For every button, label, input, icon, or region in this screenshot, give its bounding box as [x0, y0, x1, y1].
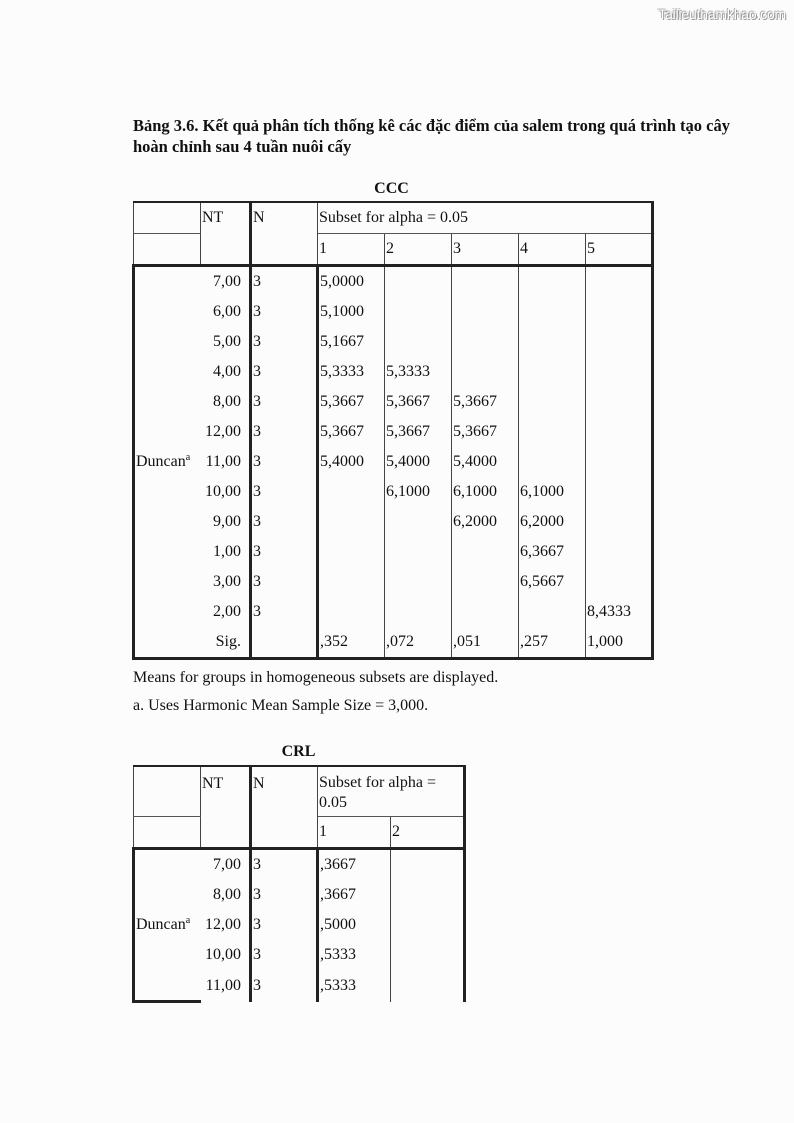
subset-5-cell: [586, 327, 653, 357]
ccc-corner-cell-2: [134, 234, 201, 266]
table-row: [134, 297, 653, 327]
subset-1-cell: 5,0000: [318, 266, 385, 298]
ccc-header-subset: Subset for alpha = 0.05: [318, 202, 653, 234]
footnote-marker: a: [185, 915, 191, 926]
subset-4-cell: [519, 357, 586, 387]
row-group-label-text: Duncan: [136, 453, 186, 470]
row-label-cell: [134, 387, 201, 417]
table-row: [134, 567, 653, 597]
subset-3-cell: [452, 537, 519, 567]
subset-1-cell: ,3667: [318, 849, 391, 881]
subset-1-cell: 5,3667: [318, 387, 385, 417]
table-row: [134, 627, 653, 659]
row-label-cell: [134, 880, 201, 910]
n-cell: 3: [251, 970, 318, 1002]
row-label-cell: [134, 849, 201, 881]
n-cell: 3: [251, 327, 318, 357]
subset-2-cell: [391, 880, 465, 910]
nt-cell: 12,00: [201, 417, 251, 447]
n-cell: 3: [251, 910, 318, 940]
table-row: [134, 447, 653, 477]
subset-3-cell: [452, 327, 519, 357]
ccc-subset-col-4: 4: [519, 234, 586, 266]
n-cell: 3: [251, 567, 318, 597]
table-row: [134, 507, 653, 537]
subset-1-cell: 5,1000: [318, 297, 385, 327]
ccc-subset-col-2: 2: [385, 234, 452, 266]
subset-2-cell: 5,3333: [385, 357, 452, 387]
n-cell: 3: [251, 880, 318, 910]
footnote-marker: a: [185, 452, 191, 463]
nt-cell: 3,00: [201, 567, 251, 597]
subset-5-cell: [586, 447, 653, 477]
subset-1-cell: [318, 507, 385, 537]
n-cell: 3: [251, 597, 318, 627]
subset-1-cell: [318, 567, 385, 597]
subset-1-cell: [318, 537, 385, 567]
subset-1-cell: ,5333: [318, 940, 391, 970]
n-cell: 3: [251, 266, 318, 298]
ccc-subset-col-3: 3: [452, 234, 519, 266]
subset-3-cell: [452, 597, 519, 627]
subset-4-cell: [519, 266, 586, 298]
row-group-label: [134, 910, 201, 940]
subset-2-cell: [391, 940, 465, 970]
crl-header-row-1: [134, 766, 465, 817]
subset-5-cell: [586, 417, 653, 447]
crl-subset-col-1: 1: [318, 817, 391, 849]
subset-5-cell: [586, 537, 653, 567]
subset-2-cell: [385, 327, 452, 357]
subset-5-cell: [586, 567, 653, 597]
row-label-cell: [134, 357, 201, 387]
subset-3-cell: [452, 297, 519, 327]
subset-2-cell: [385, 537, 452, 567]
table-row: [134, 387, 653, 417]
subset-2-cell: 5,3667: [385, 387, 452, 417]
ccc-header-row-1: [134, 202, 653, 234]
subset-5-cell: [586, 387, 653, 417]
ccc-note-1: Means for groups in homogeneous subsets are displayed.: [133, 669, 499, 686]
crl-corner-cell-2: [134, 817, 201, 849]
nt-cell: Sig.: [201, 627, 251, 659]
subset-2-cell: ,072: [385, 627, 452, 659]
crl-header-subset: Subset for alpha = 0.05: [318, 766, 465, 817]
row-label-cell: [134, 297, 201, 327]
nt-cell: 7,00: [201, 849, 251, 881]
subset-3-cell: ,051: [452, 627, 519, 659]
subset-4-cell: 6,1000: [519, 477, 586, 507]
crl-table: [132, 765, 466, 1003]
subset-3-cell: [452, 567, 519, 597]
row-label-cell: [134, 940, 201, 970]
nt-cell: 4,00: [201, 357, 251, 387]
ccc-header-n: N: [251, 202, 318, 266]
nt-cell: 5,00: [201, 327, 251, 357]
table-row: [134, 910, 465, 940]
table-row: [134, 970, 465, 1002]
table-row: [134, 537, 653, 567]
crl-corner-cell: [134, 766, 201, 817]
ccc-table: [132, 201, 654, 660]
subset-1-cell: [318, 597, 385, 627]
subset-3-cell: 6,1000: [452, 477, 519, 507]
subset-5-cell: [586, 477, 653, 507]
crl-header-n: N: [251, 766, 318, 849]
ccc-subset-col-1: 1: [318, 234, 385, 266]
subset-3-cell: 5,3667: [452, 417, 519, 447]
subset-1-cell: 5,3667: [318, 417, 385, 447]
row-group-label: [134, 447, 201, 477]
subset-4-cell: [519, 387, 586, 417]
nt-cell: 8,00: [201, 387, 251, 417]
n-cell: 3: [251, 357, 318, 387]
subset-2-cell: [385, 507, 452, 537]
subset-4-cell: 6,3667: [519, 537, 586, 567]
table-row: [134, 880, 465, 910]
subset-4-cell: 6,2000: [519, 507, 586, 537]
row-label-cell: [134, 266, 201, 298]
n-cell: 3: [251, 507, 318, 537]
row-group-label-text: Duncan: [136, 916, 186, 933]
subset-5-cell: [586, 266, 653, 298]
subset-2-cell: [391, 970, 465, 1002]
table-row: [134, 940, 465, 970]
subset-5-cell: 8,4333: [586, 597, 653, 627]
nt-cell: 8,00: [201, 880, 251, 910]
n-cell: 3: [251, 940, 318, 970]
subset-1-cell: ,3667: [318, 880, 391, 910]
subset-2-cell: [385, 297, 452, 327]
n-cell: 3: [251, 537, 318, 567]
subset-2-cell: [391, 910, 465, 940]
nt-cell: 12,00: [201, 910, 251, 940]
subset-5-cell: [586, 507, 653, 537]
subset-3-cell: 5,3667: [452, 387, 519, 417]
n-cell: [251, 627, 318, 659]
nt-cell: 11,00: [201, 447, 251, 477]
crl-table-caption: CRL: [281, 743, 316, 760]
nt-cell: 10,00: [201, 477, 251, 507]
n-cell: 3: [251, 477, 318, 507]
subset-1-cell: 5,4000: [318, 447, 385, 477]
row-label-cell: [134, 970, 201, 1002]
subset-4-cell: [519, 297, 586, 327]
subset-3-cell: 6,2000: [452, 507, 519, 537]
subset-4-cell: ,257: [519, 627, 586, 659]
nt-cell: 9,00: [201, 507, 251, 537]
subset-1-cell: ,352: [318, 627, 385, 659]
nt-cell: 6,00: [201, 297, 251, 327]
crl-header-nt: NT: [201, 766, 251, 849]
subset-5-cell: 1,000: [586, 627, 653, 659]
table-row: [134, 357, 653, 387]
row-label-cell: [134, 537, 201, 567]
subset-5-cell: [586, 297, 653, 327]
subset-1-cell: ,5333: [318, 970, 391, 1002]
row-label-cell: [134, 627, 201, 659]
table-row: [134, 266, 653, 298]
subset-1-cell: [318, 477, 385, 507]
ccc-subset-col-5: 5: [586, 234, 653, 266]
subset-2-cell: 5,4000: [385, 447, 452, 477]
table-row: [134, 597, 653, 627]
table-row: [134, 417, 653, 447]
subset-2-cell: [391, 849, 465, 881]
subset-5-cell: [586, 357, 653, 387]
ccc-header-nt: NT: [201, 202, 251, 266]
table-row: [134, 477, 653, 507]
subset-1-cell: ,5000: [318, 910, 391, 940]
nt-cell: 7,00: [201, 266, 251, 298]
subset-1-cell: 5,1667: [318, 327, 385, 357]
nt-cell: 11,00: [201, 970, 251, 1002]
ccc-table-caption: CCC: [374, 180, 409, 197]
subset-3-cell: 5,4000: [452, 447, 519, 477]
document-title: Bảng 3.6. Kết quả phân tích thống kê các đặc điểm của salem trong quá trình tạo cây hoàn chỉnh sau 4 tuần nuôi cấy: [133, 116, 730, 156]
crl-table-body: [134, 849, 465, 1002]
n-cell: 3: [251, 387, 318, 417]
subset-3-cell: [452, 357, 519, 387]
ccc-table-body: [134, 266, 653, 659]
watermark: Tailieuthamkhao.com: [658, 6, 786, 22]
nt-cell: 10,00: [201, 940, 251, 970]
row-label-cell: [134, 567, 201, 597]
subset-2-cell: [385, 567, 452, 597]
row-label-cell: [134, 327, 201, 357]
row-label-cell: [134, 417, 201, 447]
n-cell: 3: [251, 297, 318, 327]
nt-cell: 1,00: [201, 537, 251, 567]
subset-4-cell: [519, 417, 586, 447]
table-row: [134, 849, 465, 881]
subset-4-cell: [519, 597, 586, 627]
n-cell: 3: [251, 417, 318, 447]
ccc-corner-cell: [134, 202, 201, 234]
subset-4-cell: 6,5667: [519, 567, 586, 597]
subset-1-cell: 5,3333: [318, 357, 385, 387]
n-cell: 3: [251, 447, 318, 477]
n-cell: 3: [251, 849, 318, 881]
subset-4-cell: [519, 327, 586, 357]
subset-3-cell: [452, 266, 519, 298]
ccc-note-2: a. Uses Harmonic Mean Sample Size = 3,000.: [133, 697, 429, 714]
table-row: [134, 327, 653, 357]
row-label-cell: [134, 597, 201, 627]
subset-2-cell: [385, 266, 452, 298]
nt-cell: 2,00: [201, 597, 251, 627]
subset-4-cell: [519, 447, 586, 477]
crl-subset-col-2: 2: [391, 817, 465, 849]
row-label-cell: [134, 477, 201, 507]
subset-2-cell: 6,1000: [385, 477, 452, 507]
row-label-cell: [134, 507, 201, 537]
subset-2-cell: 5,3667: [385, 417, 452, 447]
subset-2-cell: [385, 597, 452, 627]
